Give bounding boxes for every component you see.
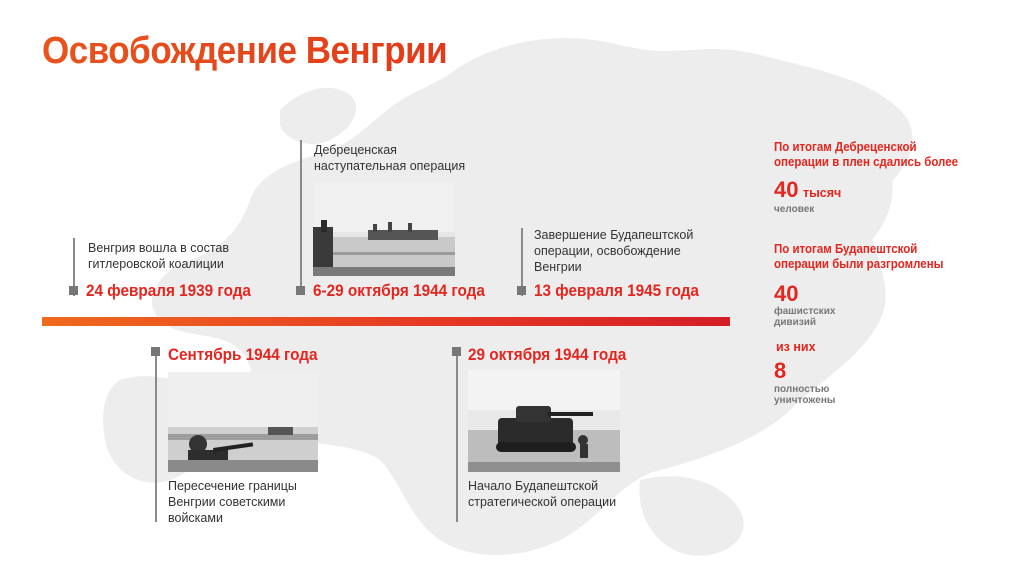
event-description: Начало Будапештской стратегической операции [468, 479, 617, 509]
event-description: Пересечение границы Венгрии советскими войсками [168, 479, 297, 525]
debrecen-stat-number: 40 [774, 177, 799, 202]
event-description: Завершение Будапештской операции, освобождение Венгрии [534, 228, 694, 274]
debrecen-stat-heading: По итогам Дебреценской операции в плен сдались более [774, 140, 959, 169]
event-date: 29 октября 1944 года [468, 345, 627, 364]
event-connector-line [456, 350, 458, 522]
event-marker [517, 286, 526, 295]
photo-tank-attack [468, 370, 620, 472]
photo-soldiers-border [168, 372, 318, 472]
timeline-bar [42, 317, 730, 326]
event-date: Сентябрь 1944 года [168, 345, 318, 364]
event-date: 24 февраля 1939 года [86, 281, 251, 300]
event-connector-line [300, 140, 302, 295]
event-marker [296, 286, 305, 295]
destroyed-stat-number: 8 [774, 358, 787, 383]
event-marker [151, 347, 160, 356]
event-connector-line [155, 350, 157, 522]
destroyed-stat-subtitle: полностью уничтожены [774, 384, 836, 406]
page-title: Освобождение Венгрии [42, 30, 448, 72]
event-date: 6-29 октября 1944 года [313, 281, 485, 300]
event-date: 13 февраля 1945 года [534, 281, 699, 300]
event-marker [69, 286, 78, 295]
event-description: Дебреценская наступательная операция [314, 143, 466, 173]
debrecen-stat-unit: тысяч [803, 186, 842, 200]
debrecen-stat-subtitle: человек [774, 204, 815, 215]
event-description: Венгрия вошла в состав гитлеровской коалиции [88, 241, 230, 271]
budapest-stat-number: 40 [774, 281, 799, 306]
event-marker [452, 347, 461, 356]
budapest-stat-subtitle: фашистских дивизий [774, 306, 836, 328]
budapest-stat-heading: По итогам Будапештской операции были разгромлены [774, 242, 944, 271]
of-them-label: из них [776, 340, 816, 354]
photo-river-crossing [313, 182, 455, 276]
